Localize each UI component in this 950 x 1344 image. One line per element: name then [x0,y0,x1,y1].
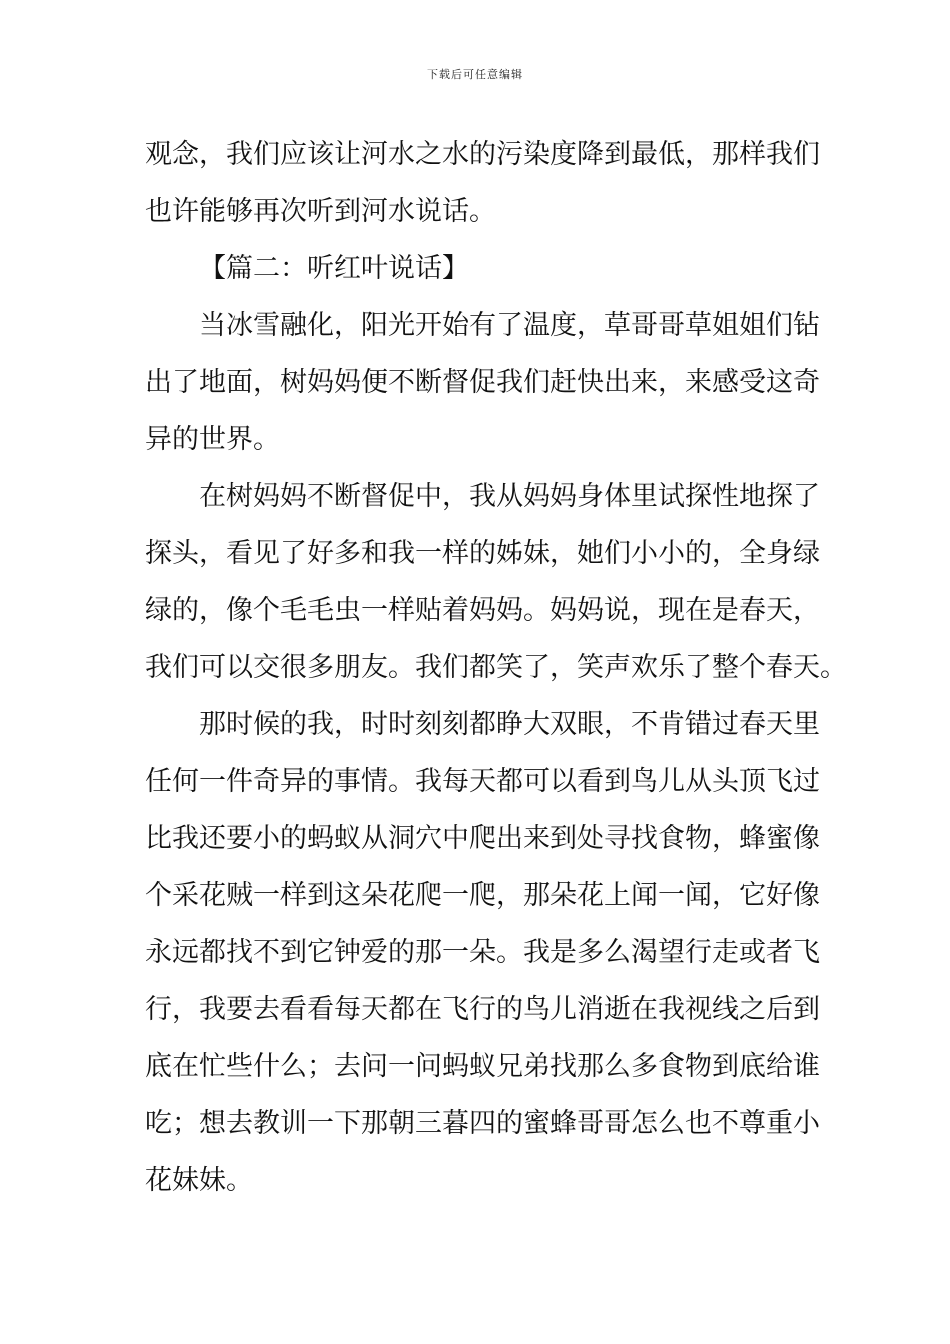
text-line: 行，我要去看看每天都在飞行的鸟儿消逝在我视线之后到 [145,994,820,1025]
text-line: 个采花贼一样到这朵花爬一爬，那朵花上闻一闻，它好像 [145,880,820,911]
text-line: 花妹妹。 [145,1165,253,1196]
text-line: 探头，看见了好多和我一样的姊妹，她们小小的，全身绿 [145,538,820,569]
text-line: 那时候的我，时时刻刻都睁大双眼，不肯错过春天里 [199,709,820,740]
page-header-note: 下载后可任意编辑 [427,68,523,81]
text-line: 观念，我们应该让河水之水的污染度降到最低，那样我们 [145,139,820,170]
text-line: 比我还要小的蚂蚁从洞穴中爬出来到处寻找食物，蜂蜜像 [145,823,820,854]
text-line: 也许能够再次听到河水说话。 [145,196,496,227]
text-line: 绿的，像个毛毛虫一样贴着妈妈。妈妈说，现在是春天， [145,595,820,626]
text-line: 永远都找不到它钟爱的那一朵。我是多么渴望行走或者飞 [145,937,820,968]
text-line: 出了地面，树妈妈便不断督促我们赶快出来，来感受这奇 [145,367,820,398]
text-line: 我们可以交很多朋友。我们都笑了，笑声欢乐了整个春天。 [145,652,847,683]
section-heading: 【篇二：听红叶说话】 [199,253,469,284]
document-body [145,126,847,1209]
text-line: 异的世界。 [145,424,280,455]
text-line: 在树妈妈不断督促中，我从妈妈身体里试探性地探了 [199,481,820,512]
text-line: 底在忙些什么；去问一问蚂蚁兄弟找那么多食物到底给谁 [145,1051,820,1082]
text-line: 吃；想去教训一下那朝三暮四的蜜蜂哥哥怎么也不尊重小 [145,1108,820,1139]
text-line: 当冰雪融化，阳光开始有了温度，草哥哥草姐姐们钻 [199,310,820,341]
text-line: 任何一件奇异的事情。我每天都可以看到鸟儿从头顶飞过 [145,766,820,797]
